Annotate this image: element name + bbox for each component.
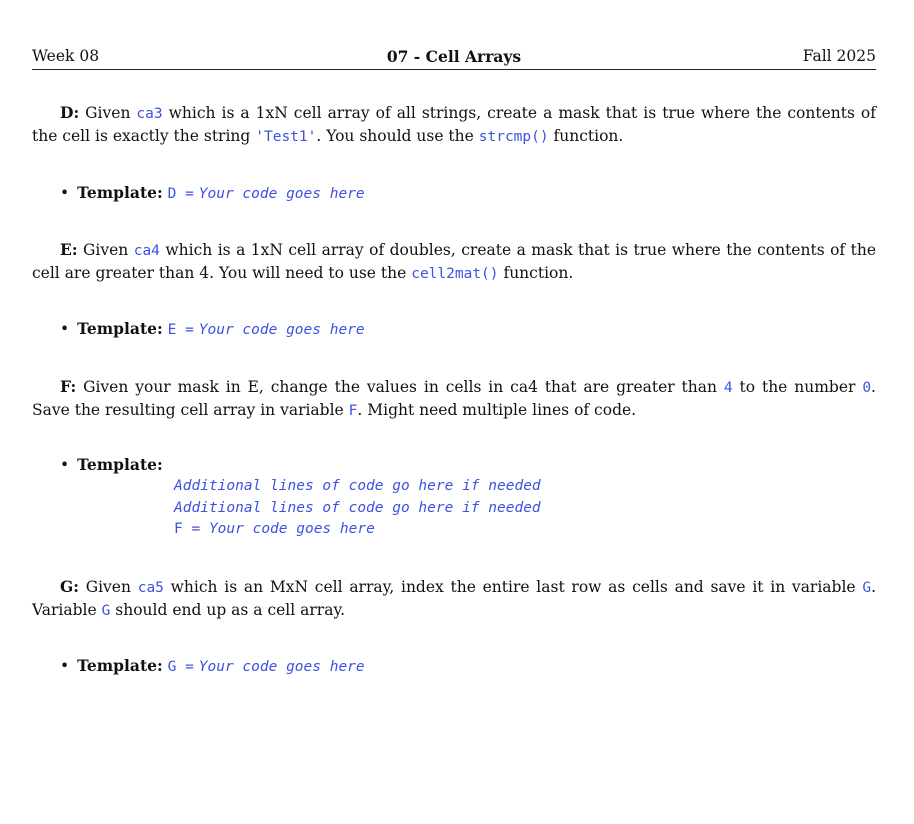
- question-g-label: G:: [60, 577, 79, 596]
- template-g-var: G =: [167, 659, 194, 675]
- question-f-text: Given your mask in E, change the values in cells in ca4 that are greater than: [76, 378, 724, 396]
- template-d-code: Your code goes here: [198, 186, 365, 202]
- question-e: [32, 239, 876, 285]
- template-e-code: Your code goes here: [198, 322, 365, 338]
- code-g: G: [862, 580, 872, 596]
- template-f: [60, 454, 163, 477]
- template-f-line-3: [174, 519, 541, 541]
- code-0: 0: [862, 380, 872, 396]
- question-g-text: Given: [78, 578, 138, 596]
- question-d-text: function.: [548, 126, 624, 145]
- question-g: [32, 576, 876, 622]
- question-f-text: . Might need multiple lines of code.: [357, 400, 637, 419]
- template-label: Template:: [77, 656, 163, 675]
- template-e-var: E =: [167, 322, 194, 338]
- question-e-label: E:: [60, 240, 78, 259]
- template-e: [60, 318, 365, 342]
- question-d: [32, 102, 876, 148]
- template-f-code-block: [174, 476, 541, 541]
- page-header: [32, 45, 876, 70]
- question-d-text: which is a 1xN cell array of all strings, create a mask that is true where the contents of the cell is exactly the string: [32, 104, 876, 145]
- question-f-text: to the number: [732, 378, 863, 396]
- question-d-text: . You should use the: [316, 126, 479, 145]
- code-ca5: ca5: [137, 580, 164, 596]
- bullet-icon: •: [60, 657, 70, 675]
- question-e-text: which is a 1xN cell array of doubles, create a mask that is true where the contents of the cell are greater than 4. You will need to use the: [32, 241, 877, 282]
- document-page: [32, 0, 876, 824]
- bullet-icon: •: [60, 184, 70, 202]
- template-g-code: Your code goes here: [198, 659, 365, 675]
- question-g-text: . Variable: [32, 578, 877, 619]
- code-strcmp: strcmp(): [478, 128, 549, 145]
- template-f-var: F =: [174, 521, 201, 537]
- question-e-text: Given: [77, 241, 134, 259]
- bullet-icon: •: [60, 456, 70, 474]
- question-d-text: Given: [79, 104, 137, 122]
- template-d: [60, 182, 365, 206]
- question-f-label: F:: [60, 377, 77, 396]
- bullet-icon: •: [60, 320, 70, 338]
- question-f: [32, 376, 876, 422]
- code-cell2mat: cell2mat(): [411, 265, 499, 282]
- template-d-var: D =: [167, 186, 194, 202]
- template-f-line-1: Additional lines of code go here if needed: [174, 478, 541, 494]
- template-g: [60, 655, 365, 679]
- template-label: Template:: [77, 319, 163, 338]
- question-g-text: which is an MxN cell array, index the entire last row as cells and save it in variable: [163, 578, 863, 596]
- template-label: Template:: [77, 455, 163, 474]
- code-g: G: [101, 602, 111, 619]
- question-g-text: should end up as a cell array.: [110, 600, 346, 619]
- template-label: Template:: [77, 183, 163, 202]
- template-f-line-2: Additional lines of code go here if needed: [174, 499, 541, 516]
- question-f-text: . Save the resulting cell array in variable: [32, 378, 876, 419]
- code-test1-string: 'Test1': [255, 128, 317, 145]
- header-week: Week 08: [32, 47, 100, 65]
- template-f-code: Your code goes here: [208, 521, 375, 537]
- code-4: 4: [723, 380, 733, 396]
- question-e-text: function.: [498, 263, 574, 282]
- question-d-label: D:: [60, 103, 80, 122]
- page-title: 07 - Cell Arrays: [386, 47, 522, 66]
- code-f: F: [348, 402, 358, 419]
- code-ca3: ca3: [136, 106, 163, 122]
- code-ca4: ca4: [133, 243, 160, 259]
- header-term: Fall 2025: [802, 47, 876, 65]
